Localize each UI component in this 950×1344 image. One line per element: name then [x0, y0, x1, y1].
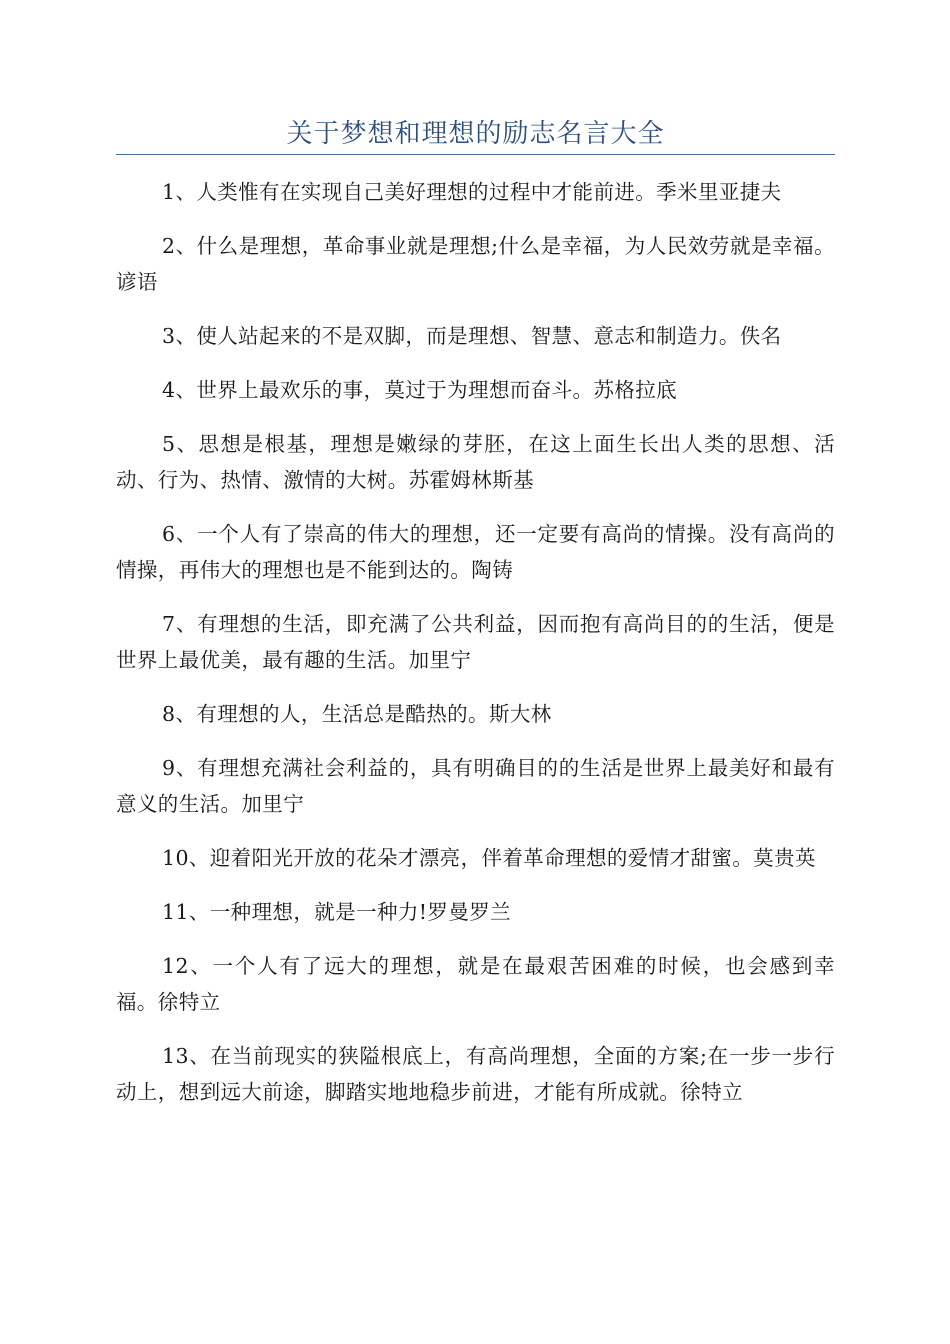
quote-paragraph-5: 5、思想是根基，理想是嫩绿的芽胚，在这上面生长出人类的思想、活动、行为、热情、激情的大树。苏霍姆林斯基 — [116, 432, 835, 492]
page-title: 关于梦想和理想的励志名言大全 — [286, 119, 665, 149]
quote-paragraph-13: 13、在当前现实的狭隘根底上，有高尚理想，全面的方案;在一步一步行动上，想到远大前途，脚踏实地地稳步前进，才能有所成就。徐特立 — [116, 1044, 835, 1104]
quote-paragraph-6: 6、一个人有了崇高的伟大的理想，还一定要有高尚的情操。没有高尚的情操，再伟大的理想也是不能到达的。陶铸 — [116, 522, 835, 582]
quote-paragraph-4: 4、世界上最欢乐的事，莫过于为理想而奋斗。苏格拉底 — [162, 378, 678, 402]
quote-paragraph-7: 7、有理想的生活，即充满了公共利益，因而抱有高尚目的的生活，便是世界上最优美，最有趣的生活。加里宁 — [116, 612, 835, 672]
quote-paragraph-8: 8、有理想的人，生活总是酷热的。斯大林 — [162, 702, 552, 726]
quote-paragraph-11: 11、一种理想，就是一种力!罗曼罗兰 — [162, 900, 512, 924]
quote-paragraph-12: 12、一个人有了远大的理想，就是在最艰苦困难的时候，也会感到幸福。徐特立 — [116, 954, 835, 1014]
quote-paragraph-9: 9、有理想充满社会利益的，具有明确目的的生活是世界上最美好和最有意义的生活。加里宁 — [116, 756, 835, 816]
quote-paragraph-3: 3、使人站起来的不是双脚，而是理想、智慧、意志和制造力。佚名 — [162, 324, 782, 348]
document-body — [116, 174, 835, 1128]
quote-paragraph-1: 1、人类惟有在实现自己美好理想的过程中才能前进。季米里亚捷夫 — [162, 180, 782, 204]
quote-paragraph-2: 2、什么是理想，革命事业就是理想;什么是幸福，为人民效劳就是幸福。谚语 — [116, 234, 835, 294]
quote-paragraph-10: 10、迎着阳光开放的花朵才漂亮，伴着革命理想的爱情才甜蜜。莫贵英 — [162, 846, 816, 870]
title-underline — [116, 154, 835, 155]
